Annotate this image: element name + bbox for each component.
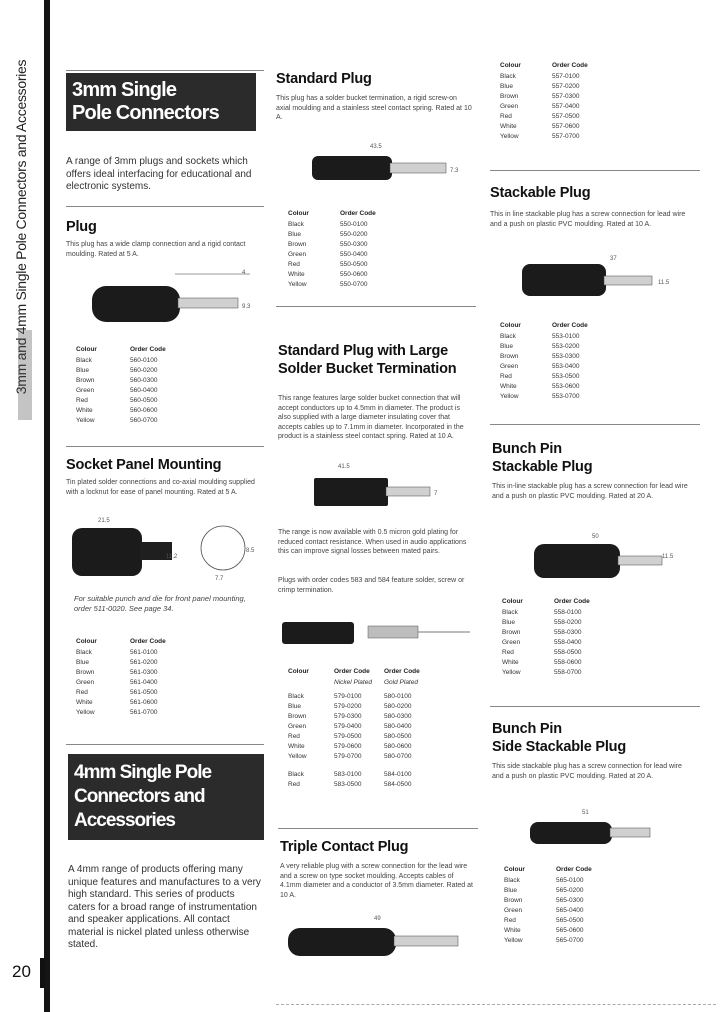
table-row: Black 550-0100 (288, 221, 368, 228)
table-row: Brown 579-0300 580-0300 (288, 713, 412, 720)
bunch-pin-body (534, 544, 620, 578)
table-row: Blue 561-0200 (76, 659, 158, 666)
table-row: Red 561-0500 (76, 689, 158, 696)
table-row: Green 560-0400 (76, 387, 158, 394)
bunch-side-title-2: Side Stackable Plug (492, 739, 626, 755)
col-header: Order Code (552, 322, 588, 329)
table-row: White 560-0600 (76, 407, 158, 414)
triple-dim-1: 49 (374, 916, 381, 922)
bunch-side-dim-1: 51 (582, 810, 589, 816)
col-header: Order Code (130, 346, 166, 353)
stackable-dim-1: 37 (610, 256, 617, 262)
footer-rule (276, 1004, 716, 1005)
divider (66, 206, 264, 207)
col-header: Colour (500, 322, 521, 329)
table-row: Black 557-0100 (500, 73, 580, 80)
socket-panel-cutout (201, 526, 245, 570)
sidebar-swatch (18, 330, 32, 420)
standard-plug-dim-1: 43.5 (370, 144, 382, 150)
table-row: Black 553-0100 (500, 333, 580, 340)
large-bucket-desc: This range features large solder bucket connection that will accept conductors up to 4.5mm in diameter. The product is also supplied with a large diameter insulating cover that accepts cables up to 7.1mm in diameter. Incorporated in the product is a stainless steel contact spring. Rated at 10 A. (278, 395, 464, 440)
bunch-side-drawing (510, 804, 690, 856)
col-header: Colour (500, 62, 521, 69)
bunch-side-pin (610, 828, 650, 837)
table-row: Red 558-0500 (502, 649, 582, 656)
standard-plug-body (312, 156, 392, 180)
table-row: Black 561-0100 (76, 649, 158, 656)
banner-4mm-line1: 4mm Single Pole (74, 762, 212, 783)
top-table (500, 62, 588, 142)
sub-header: Gold Plated (384, 679, 418, 686)
triple-desc: A very reliable plug with a screw connection for the lead wire and a screw on type socket moulding. Accepts cables of 4.1mm diameter and a conductor of 3.5mm diameter. Rated at 10 A. (280, 863, 473, 899)
banner-3mm (66, 73, 256, 131)
table-row: Brown 565-0300 (504, 897, 584, 904)
plug-table (76, 346, 166, 426)
large-bucket-desc2: The range is now available with 0.5 micron gold plating for reduced contact resistance. When used in audio applications this can improve signal losses between mated pairs. (278, 529, 467, 555)
plug-body (92, 286, 180, 322)
table-row: Yellow 560-0700 (76, 417, 158, 424)
banner-4mm-line2: Connectors and (74, 786, 205, 807)
table-row: Blue 553-0200 (500, 343, 580, 350)
bunch-pin-title-2: Stackable Plug (492, 459, 593, 475)
table-row: Green 553-0400 (500, 363, 580, 370)
stackable-pin (604, 276, 652, 285)
table-row: Blue 557-0200 (500, 83, 580, 90)
table-row: Black 583-0100 584-0100 (288, 771, 412, 778)
stackable-table (500, 322, 588, 402)
socket-table (76, 638, 166, 718)
table-row: Yellow 565-0700 (504, 937, 584, 944)
table-row: Blue 558-0200 (502, 619, 582, 626)
bunch-side-table (504, 866, 592, 946)
table-row: White 561-0600 (76, 699, 158, 706)
table-row: Brown 558-0300 (502, 629, 582, 636)
stackable-body (522, 264, 606, 296)
large-bucket-dim-2: 7 (434, 491, 438, 497)
table-row: Red 557-0500 (500, 113, 580, 120)
sidebar-title: 3mm and 4mm Single Pole Connectors and Accessories (13, 59, 29, 395)
standard-plug-title: Standard Plug (276, 71, 372, 87)
table-row: Black 560-0100 (76, 357, 158, 364)
col-header: Order Code (554, 598, 590, 605)
large-bucket-table (288, 668, 420, 790)
table-row: Red 583-0500 584-0500 (288, 781, 412, 788)
bunch-side-desc: This side stackable plug has a screw connection for lead wire and a push on plastic PVC moulding. Rated at 20 A. (492, 763, 682, 780)
page-number: 20 (12, 962, 31, 981)
table-row: White 579-0600 580-0600 (288, 743, 412, 750)
large-bucket-dim-1: 41.5 (338, 464, 350, 470)
gold-plug-pin (368, 626, 418, 638)
table-row: Brown 557-0300 (500, 93, 580, 100)
stackable-drawing (510, 252, 690, 302)
standard-plug-table (288, 210, 376, 290)
socket-title: Socket Panel Mounting (66, 457, 222, 473)
bunch-pin-drawing (520, 528, 700, 584)
table-row: Red 553-0500 (500, 373, 580, 380)
standard-plug-drawing (300, 140, 470, 192)
table-row: Green 561-0400 (76, 679, 158, 686)
gold-plug-body (282, 622, 354, 644)
stackable-dim-2: 11.5 (658, 280, 670, 286)
bunch-pin-dim-2: 11.5 (662, 554, 674, 560)
col-header: Colour (504, 866, 525, 873)
col-header: Colour (76, 638, 97, 645)
col-header: Order Code (384, 668, 420, 675)
banner-3mm-line1: 3mm Single (72, 79, 177, 101)
table-row: Brown 553-0300 (500, 353, 580, 360)
col-header: Order Code (130, 638, 166, 645)
table-row: Red 579-0500 580-0500 (288, 733, 412, 740)
col-header: Order Code (340, 210, 376, 217)
socket-dim-1: 21.5 (98, 518, 110, 524)
bunch-pin-table (502, 598, 590, 678)
table-row: Black 558-0100 (502, 609, 582, 616)
banner-4mm (68, 754, 264, 840)
table-row: White 565-0600 (504, 927, 584, 934)
large-bucket-title-1: Standard Plug with Large (278, 343, 449, 359)
table-row: Green 557-0400 (500, 103, 580, 110)
table-row: Brown 561-0300 (76, 669, 158, 676)
table-row: Black 565-0100 (504, 877, 584, 884)
table-row: White 557-0600 (500, 123, 580, 130)
socket-note: For suitable punch and die for front panel mounting, order 511-0020. See page 34. (74, 594, 246, 613)
intro-3mm: A range of 3mm plugs and sockets which offers ideal interfacing for educational and electronic systems. (66, 156, 252, 192)
divider (278, 828, 478, 829)
divider (66, 446, 264, 447)
table-row: White 550-0600 (288, 271, 368, 278)
bunch-side-title-1: Bunch Pin (492, 721, 562, 737)
table-row: Yellow 579-0700 580-0700 (288, 753, 412, 760)
table-row: Blue 550-0200 (288, 231, 368, 238)
banner-3mm-line2: Pole Connectors (72, 102, 219, 124)
sidebar-bar (44, 0, 50, 1012)
plug-dim-1: 4 (242, 270, 246, 276)
divider (276, 306, 476, 307)
triple-body (288, 928, 396, 956)
socket-dim-2: 11.2 (166, 554, 178, 560)
plug-drawing (80, 268, 260, 338)
standard-plug-pin (390, 163, 446, 173)
large-bucket-pin (386, 487, 430, 496)
triple-title: Triple Contact Plug (280, 839, 409, 855)
plug-desc: This plug has a wide clamp connection and a rigid contact moulding. Rated at 5 A. (66, 241, 246, 258)
col-header: Colour (288, 210, 309, 217)
table-row: Blue 579-0200 580-0200 (288, 703, 412, 710)
plug-pin (178, 298, 238, 308)
standard-plug-dim-2: 7.3 (450, 168, 459, 174)
intro-4mm: A 4mm range of products offering many unique features and manufactures to a very high standard. This series of products caters for a broad range of instrumentation and speaker applications. All contact material is nickel plated unless otherwise stated. (68, 864, 261, 950)
stackable-title: Stackable Plug (490, 185, 591, 201)
col-header: Order Code (556, 866, 592, 873)
table-row: Blue 565-0200 (504, 887, 584, 894)
large-bucket-drawing (300, 460, 470, 512)
table-row: White 558-0600 (502, 659, 582, 666)
divider (490, 170, 700, 171)
table-row: Blue 560-0200 (76, 367, 158, 374)
stackable-desc: This in line stackable plug has a screw connection for lead wire and a push on plastic PVC moulding. Rated at 10 A. (490, 211, 686, 228)
divider (490, 424, 700, 425)
large-bucket-body (314, 478, 388, 506)
banner-4mm-line3: Accessories (74, 810, 175, 831)
bunch-pin-title-1: Bunch Pin (492, 441, 562, 457)
triple-drawing (284, 910, 474, 966)
bunch-pin-dim-1: 50 (592, 534, 599, 540)
table-row: Green 565-0400 (504, 907, 584, 914)
table-row: Green 579-0400 580-0400 (288, 723, 412, 730)
socket-body (72, 528, 142, 576)
col-header: Colour (502, 598, 523, 605)
sub-header: Nickel Plated (334, 679, 372, 686)
col-header: Colour (288, 668, 309, 675)
table-row: Yellow 558-0700 (502, 669, 582, 676)
socket-dim-4: 7.7 (215, 576, 224, 582)
bunch-pin-pin (618, 556, 662, 565)
table-row: Yellow 550-0700 (288, 281, 368, 288)
table-row: Red 565-0500 (504, 917, 584, 924)
divider (490, 706, 700, 707)
divider (66, 744, 264, 745)
bunch-side-body (530, 822, 612, 844)
col-header: Order Code (334, 668, 370, 675)
divider (66, 70, 264, 71)
table-row: Red 560-0500 (76, 397, 158, 404)
plug-title: Plug (66, 219, 97, 235)
page-tab (40, 958, 45, 988)
bunch-pin-desc: This in-line stackable plug has a screw connection for lead wire and a push on plastic PVC moulding. Rated at 20 A. (492, 483, 688, 500)
plug-dim-2: 9.3 (242, 304, 251, 310)
table-row: Brown 560-0300 (76, 377, 158, 384)
table-row: Green 558-0400 (502, 639, 582, 646)
col-header: Colour (76, 346, 97, 353)
gold-plug-drawing (280, 618, 476, 648)
table-row: Yellow 557-0700 (500, 133, 580, 140)
large-bucket-title-2: Solder Bucket Termination (278, 361, 457, 377)
table-row: Yellow 561-0700 (76, 709, 158, 716)
socket-dim-3: 8.5 (246, 548, 255, 554)
standard-plug-desc: This plug has a solder bucket termination, a rigid screw-on axial moulding and a stainless steel contact spring. Rated at 10 A. (276, 95, 472, 121)
socket-drawing (68, 512, 264, 584)
socket-desc: Tin plated solder connections and co-axial moulding supplied with a locknut for ease of panel mounting. Rated at 5 A. (66, 479, 255, 496)
large-bucket-desc3: Plugs with order codes 583 and 584 feature solder, screw or crimp termination. (278, 577, 465, 594)
triple-pin (394, 936, 458, 946)
table-row: Black 579-0100 580-0100 (288, 693, 412, 700)
table-row: Red 550-0500 (288, 261, 368, 268)
col-header: Order Code (552, 62, 588, 69)
table-row: Green 550-0400 (288, 251, 368, 258)
table-row: Yellow 553-0700 (500, 393, 580, 400)
table-row: White 553-0600 (500, 383, 580, 390)
table-row: Brown 550-0300 (288, 241, 368, 248)
